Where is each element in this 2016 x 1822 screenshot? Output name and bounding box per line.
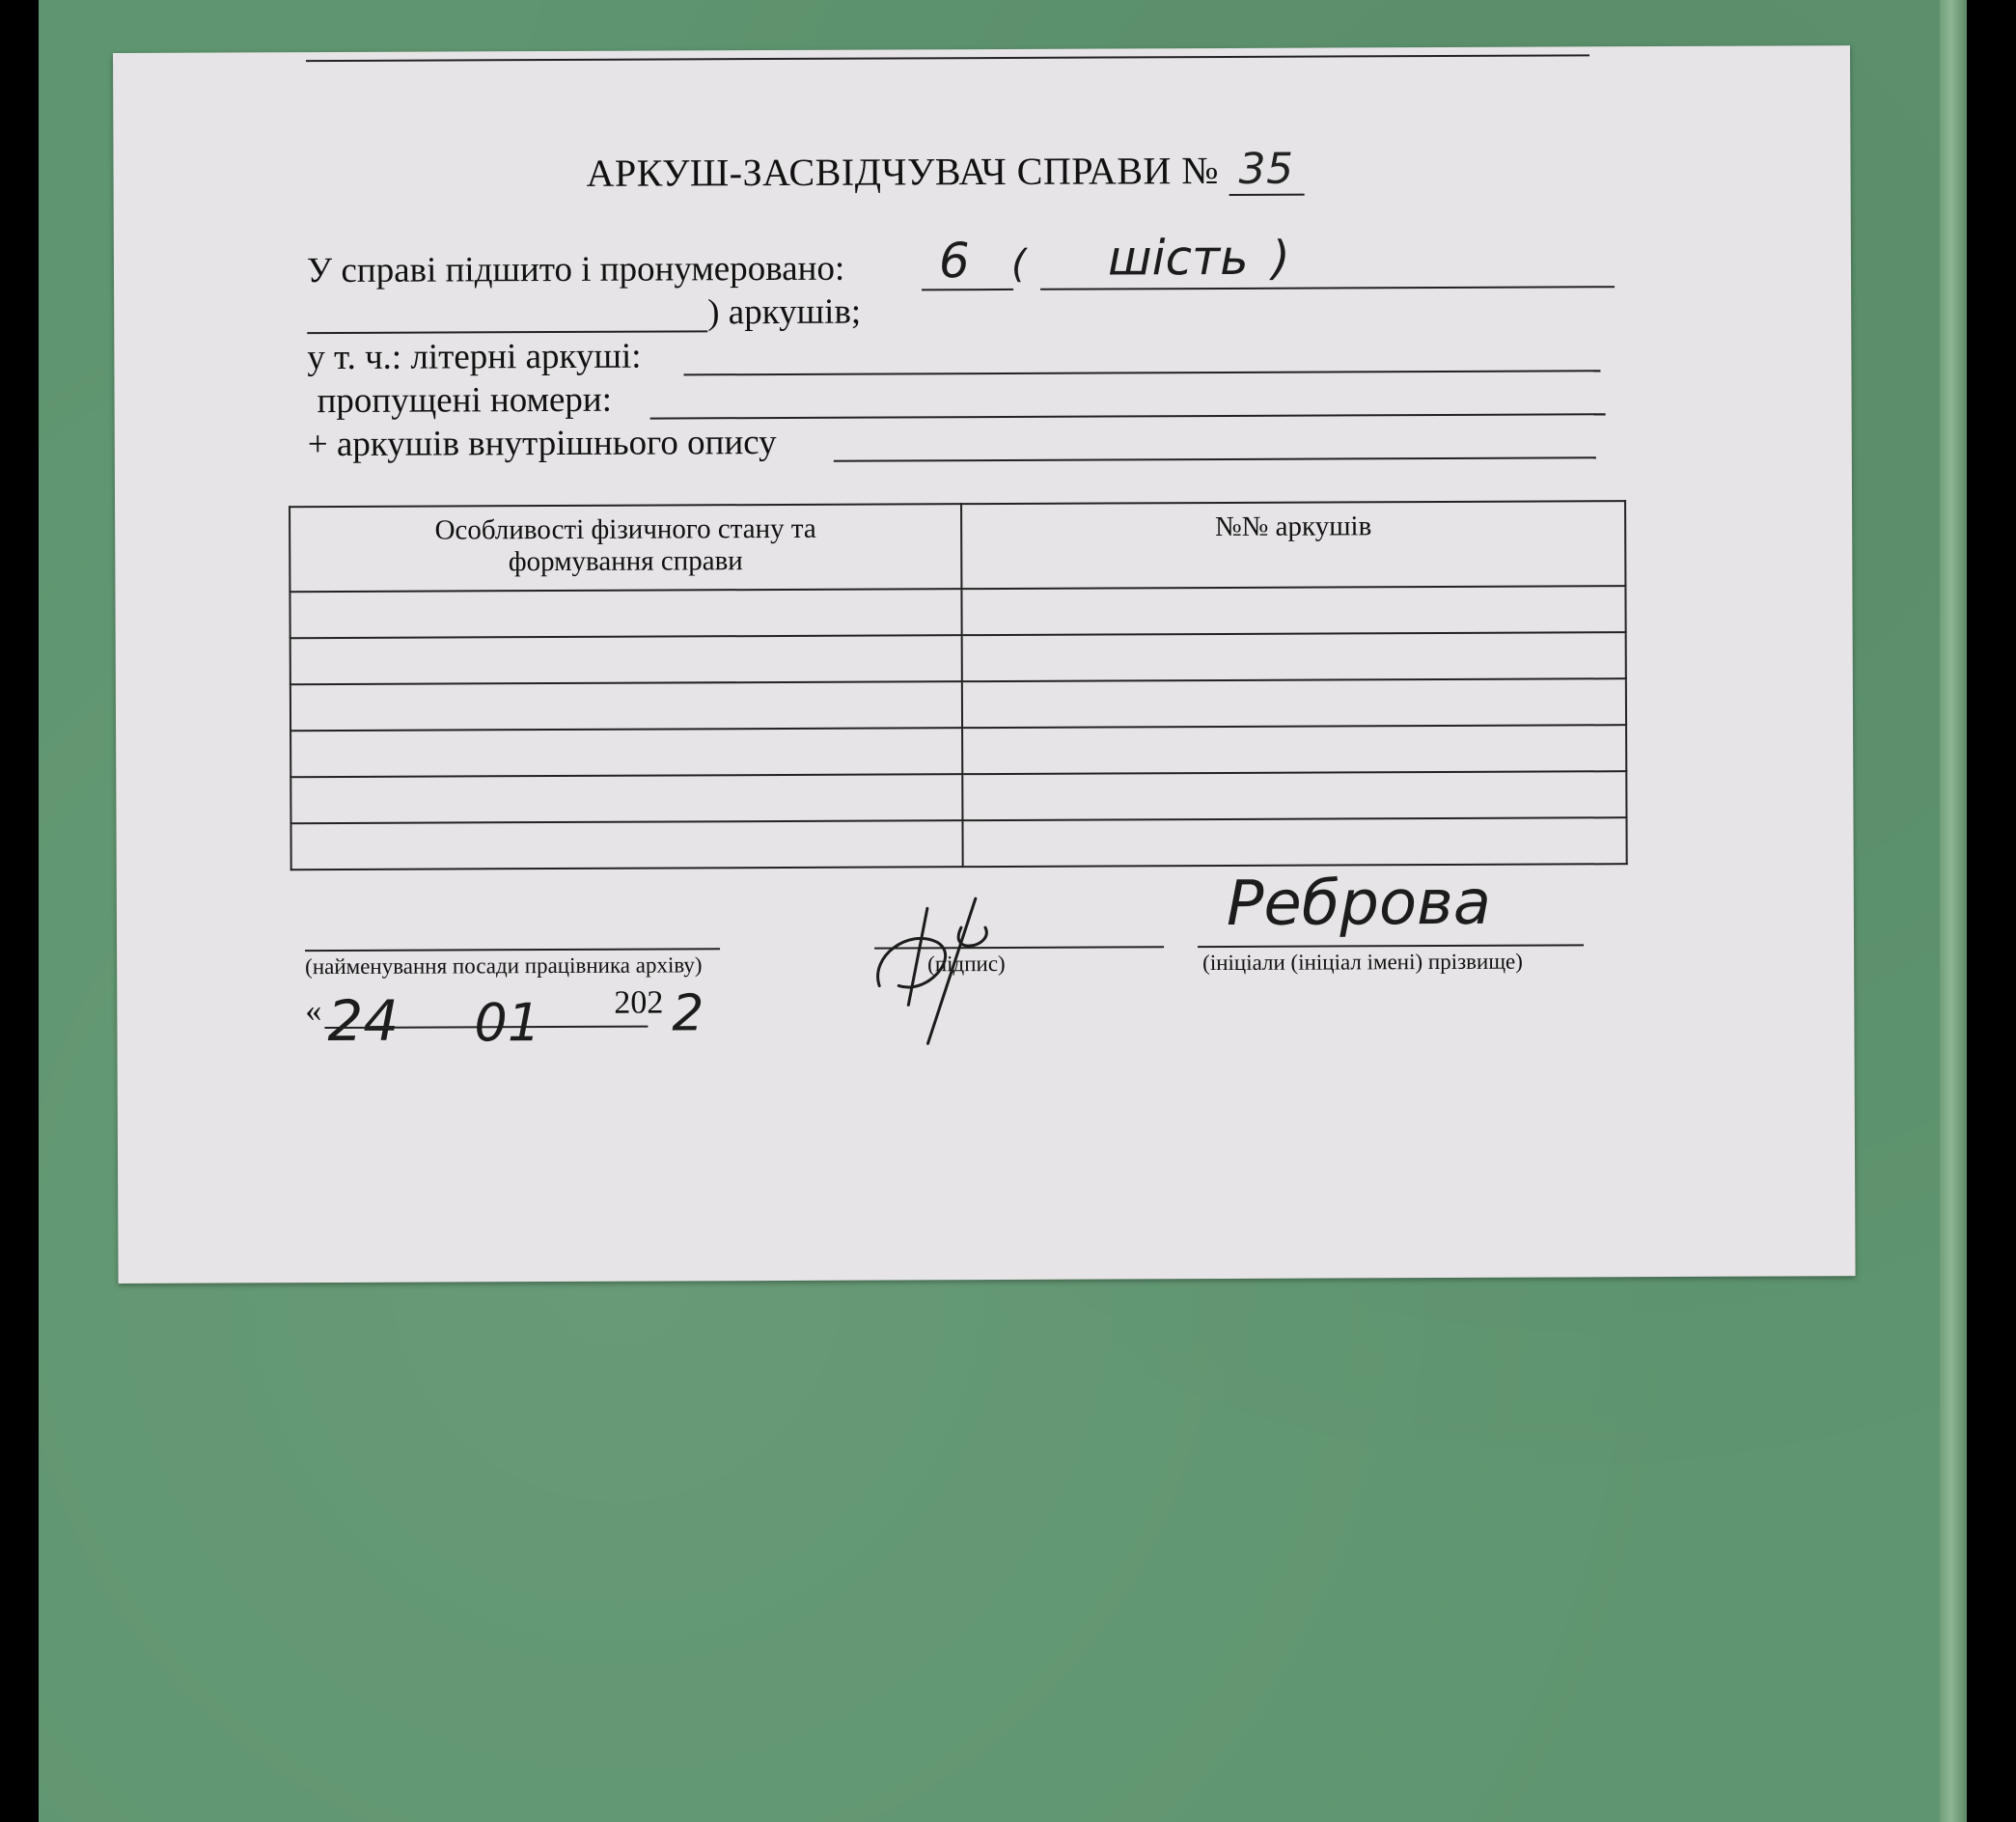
caption-signature: (підпис) [927, 951, 1006, 977]
sheet-title [586, 145, 1304, 199]
date-year-digit: 2 [672, 984, 704, 1043]
date-year-prefix: 202 [614, 984, 664, 1021]
internal-inventory-line [834, 456, 1596, 461]
count-continuation-line [307, 330, 707, 334]
sheets-suffix: ) аркушів; [707, 291, 862, 333]
count-digits: 6 [938, 233, 970, 290]
line-sewn-label: У справі підшито і пронумеровано: [306, 248, 845, 291]
table-row [290, 586, 1625, 638]
table-row [290, 632, 1626, 684]
count-words: шість [1107, 229, 1249, 287]
missing-numbers-label: пропущені номери: [317, 379, 613, 422]
table-header-row [290, 501, 1625, 592]
letter-sheets-label: у т. ч.: літерні аркуші: [307, 336, 642, 378]
table-row [290, 771, 1626, 823]
table-row [290, 678, 1626, 731]
letter-sheets-line [683, 370, 1600, 375]
signed-name: Реброва [1226, 867, 1492, 940]
date-row [305, 993, 321, 1030]
count-paren-close: ) [1271, 231, 1290, 286]
table-row [290, 817, 1626, 870]
missing-numbers-line [650, 413, 1606, 419]
case-number: 35 [1229, 145, 1304, 196]
name-line [1198, 944, 1584, 948]
internal-inventory-label: + аркушів внутрішнього опису [307, 423, 777, 465]
folder-page-edges [1940, 0, 1967, 1822]
date-open-quote: « [305, 993, 322, 1030]
count-words-line [1040, 286, 1615, 290]
title-text: АРКУШ-ЗАСВІДЧУВАЧ СПРАВИ № [586, 149, 1220, 195]
col-condition-header: Особливості фізичного стану та формування справи [290, 504, 961, 592]
count-paren-open: ( [1010, 241, 1027, 287]
handwritten-signature [870, 870, 1035, 1054]
table-row [290, 725, 1626, 777]
top-rule [306, 54, 1589, 62]
position-line [305, 948, 720, 952]
count-digits-line [922, 289, 1013, 290]
caption-position: (найменування посади працівника архіву) [305, 952, 703, 980]
physical-condition-table [289, 500, 1628, 870]
certification-sheet [113, 45, 1856, 1284]
date-month: 01 [474, 992, 541, 1054]
caption-name: (ініціали (ініціал імені) прізвище) [1202, 949, 1523, 976]
col-sheet-numbers-header: №№ аркушів [961, 501, 1625, 589]
date-day: 24 [327, 987, 400, 1055]
